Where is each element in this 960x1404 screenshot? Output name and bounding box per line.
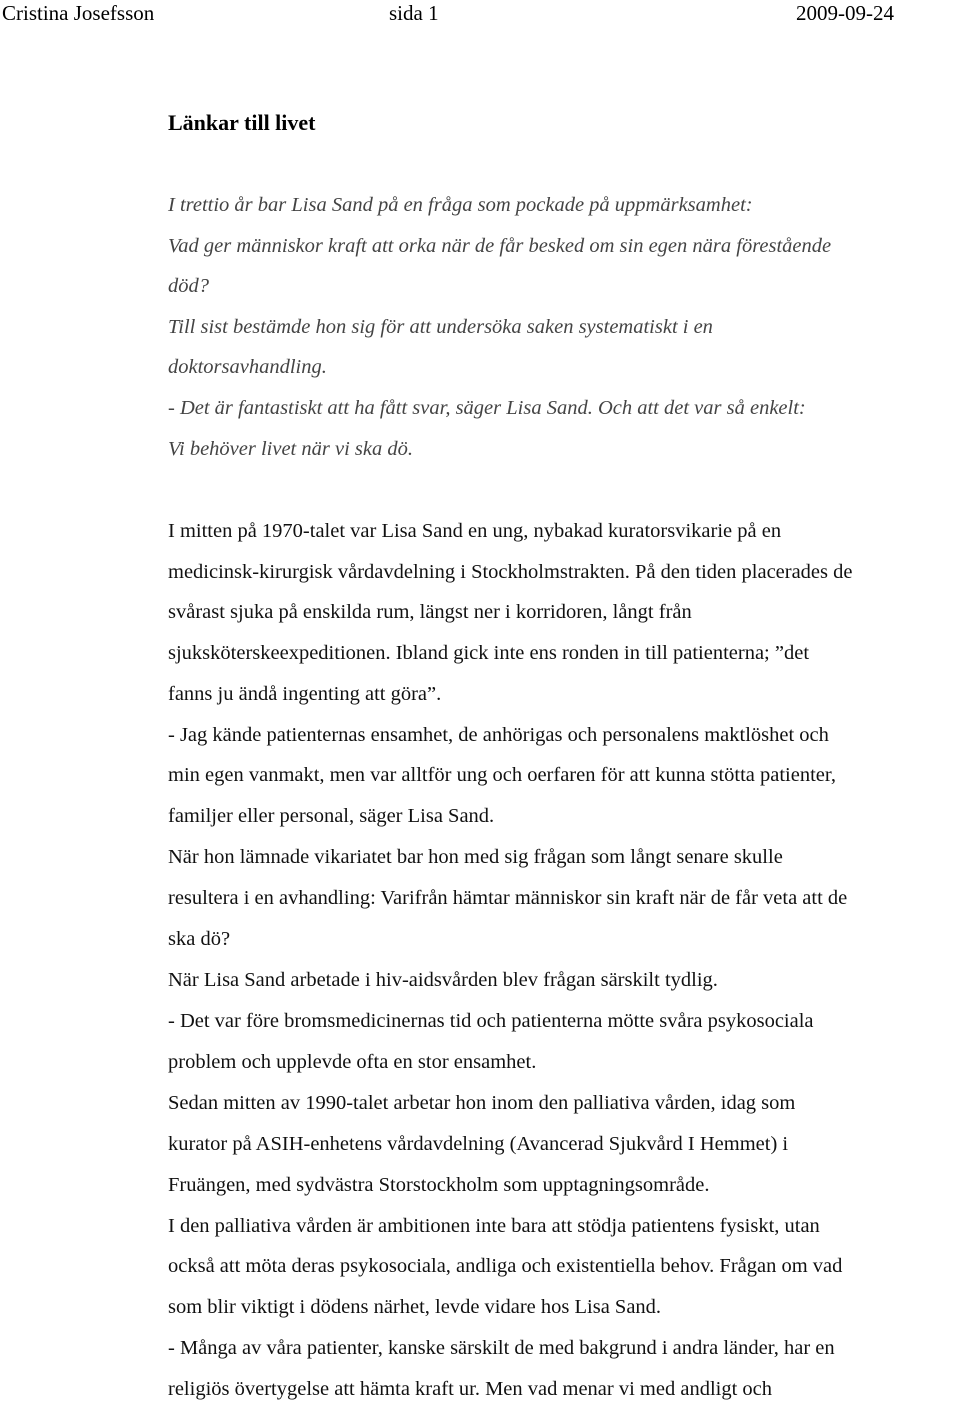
intro-line: I trettio år bar Lisa Sand på en fråga som pockade på uppmärksamhet: [168, 194, 753, 216]
body-line: som blir viktigt i dödens närhet, levde vidare hos Lisa Sand. [168, 1296, 662, 1318]
body-line: I mitten på 1970-talet var Lisa Sand en ung, nybakad kuratorsvikarie på en [168, 520, 782, 542]
body-line: resultera i en avhandling: Varifrån hämtar människor sin kraft när de får veta att de [168, 887, 848, 909]
header-date: 2009-09-24 [796, 1, 894, 25]
body-line: min egen vanmakt, men var alltför ung och oerfaren för att kunna stötta patienter, [168, 764, 837, 786]
body-line: Sedan mitten av 1990-talet arbetar hon inom den palliativa vården, idag som [168, 1092, 796, 1114]
body-line: - Jag kände patienternas ensamhet, de anhörigas och personalens maktlöshet och [168, 724, 829, 746]
body-line: också att möta deras psykosociala, andliga och existentiella behov. Frågan om vad [168, 1255, 843, 1277]
body-line: När hon lämnade vikariatet bar hon med sig frågan som långt senare skulle [168, 846, 783, 868]
body-line: När Lisa Sand arbetade i hiv-aidsvården blev frågan särskilt tydlig. [168, 969, 718, 991]
body-line: ska dö? [168, 928, 231, 950]
body-line: familjer eller personal, säger Lisa Sand. [168, 805, 495, 827]
intro-line: doktorsavhandling. [168, 356, 327, 378]
intro-line: Vi behöver livet när vi ska dö. [168, 438, 413, 460]
body-line: medicinsk-kirurgisk vårdavdelning i Stockholmstrakten. På den tiden placerades de [168, 561, 853, 583]
intro-line: Till sist bestämde hon sig för att undersöka saken systematiskt i en [168, 316, 713, 338]
header-author: Cristina Josefsson [2, 1, 155, 25]
body-line: religiös övertygelse att hämta kraft ur. Men vad menar vi med andligt och [168, 1378, 772, 1400]
page-header [0, 0, 960, 30]
header-page-number: sida 1 [389, 1, 439, 25]
body-line: - Många av våra patienter, kanske särskilt de med bakgrund i andra länder, har en [168, 1337, 835, 1359]
article-title: Länkar till livet [168, 110, 316, 135]
intro-line: död? [168, 275, 209, 297]
body-line: problem och upplevde ofta en stor ensamhet. [168, 1051, 537, 1073]
body-line: sjuksköterskeexpeditionen. Ibland gick inte ens ronden in till patienterna; ”det [168, 642, 810, 664]
body-line: I den palliativa vården är ambitionen inte bara att stödja patientens fysiskt, utan [168, 1215, 820, 1237]
body-line: - Det var före bromsmedicinernas tid och patienterna mötte svåra psykosociala [168, 1010, 814, 1032]
intro-line: - Det är fantastiskt att ha fått svar, säger Lisa Sand. Och att det var så enkelt: [168, 397, 806, 419]
body-line: svårast sjuka på enskilda rum, längst ner i korridoren, långt från [168, 601, 692, 623]
body-line: fanns ju ändå ingenting att göra”. [168, 683, 442, 705]
intro-line: Vad ger människor kraft att orka när de får besked om sin egen nära förestående [168, 235, 832, 257]
body-line: kurator på ASIH-enhetens vårdavdelning (Avancerad Sjukvård I Hemmet) i [168, 1133, 789, 1155]
body-line: Fruängen, med sydvästra Storstockholm som upptagningsområde. [168, 1174, 710, 1196]
